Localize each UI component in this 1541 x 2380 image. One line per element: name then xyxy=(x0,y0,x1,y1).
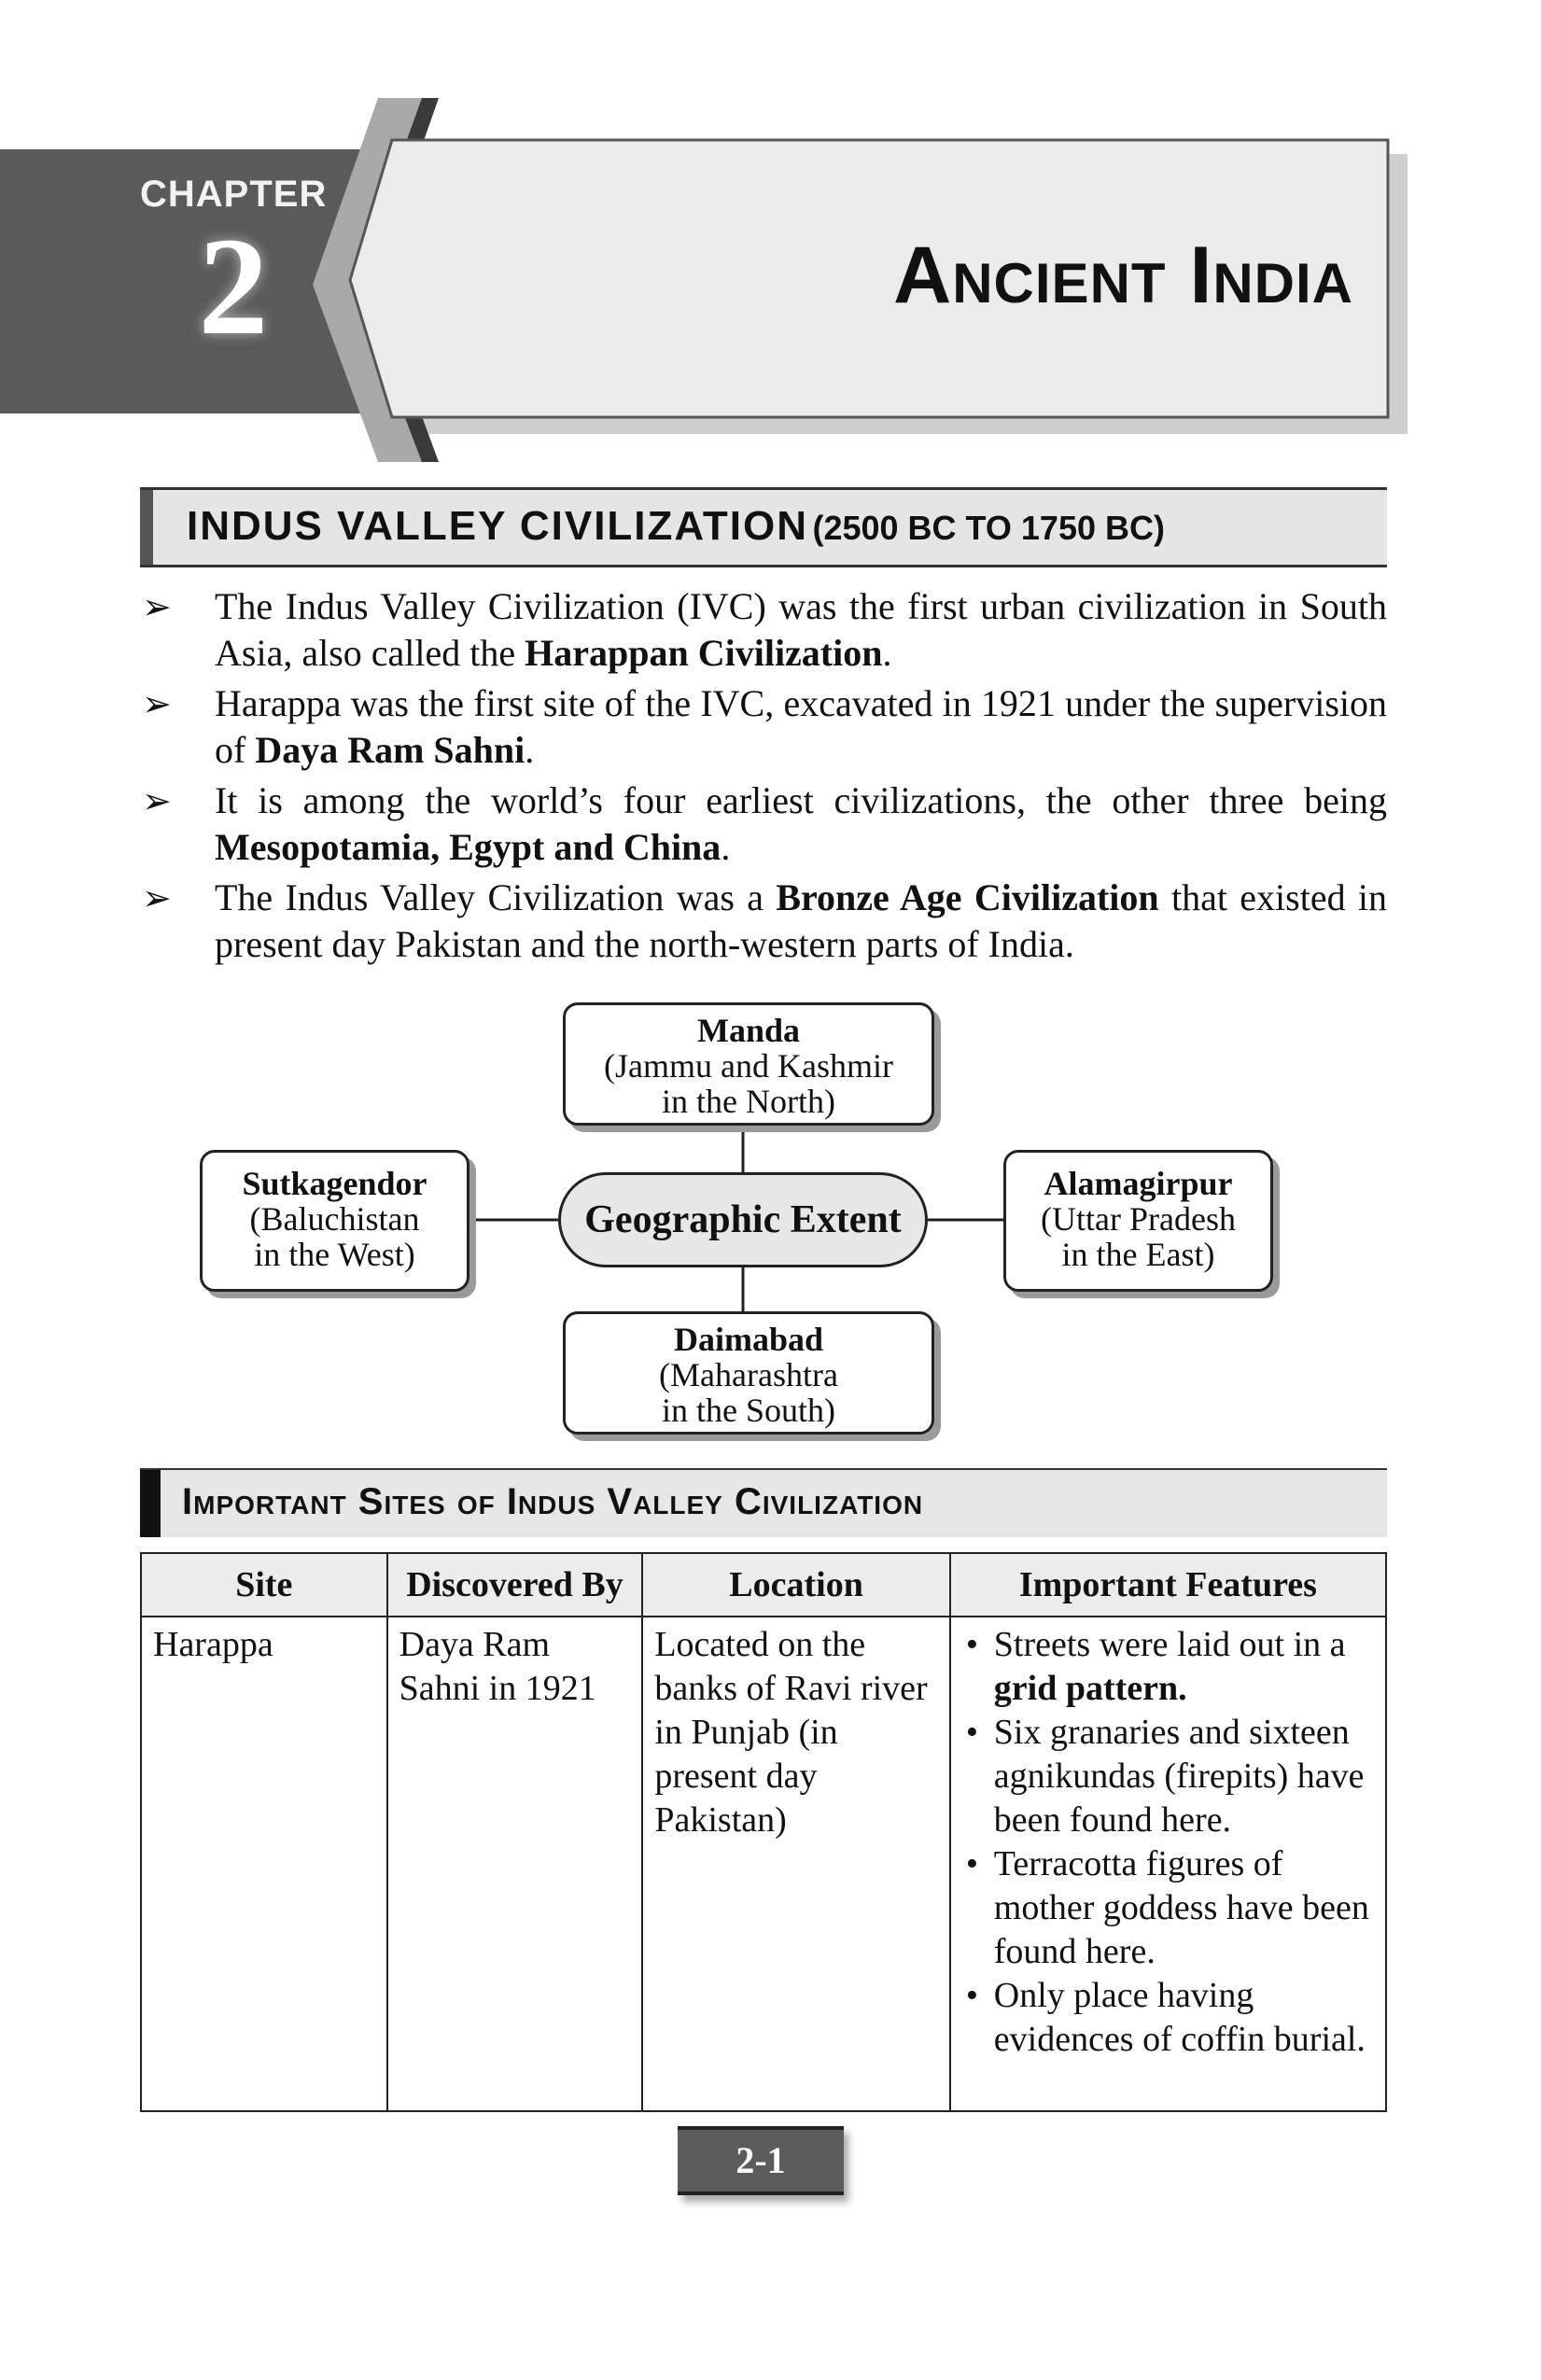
page-number: 2-1 xyxy=(678,2126,844,2195)
extent-south-name: Daimabad xyxy=(673,1321,824,1358)
bullet-item xyxy=(140,680,1387,774)
feature-item: • Terracotta figures of mother goddess have been found here. xyxy=(962,1842,1376,1974)
chapter-title: Ancient India xyxy=(893,231,1353,320)
bullet-text: The Indus Valley Civilization was a xyxy=(215,876,777,918)
geographic-extent-node: Geographic Extent xyxy=(558,1172,928,1267)
bullet-item xyxy=(140,583,1387,677)
table-header-row xyxy=(141,1553,1386,1617)
bullet-text: . xyxy=(525,729,535,771)
section-title: Important Sites of Indus Valley Civilization xyxy=(182,1481,924,1522)
column-header-features: Important Features xyxy=(950,1553,1386,1617)
extent-north-name: Manda xyxy=(696,1012,801,1049)
bullet-text: that existed in present day Pakistan and the north-western parts of India. xyxy=(215,876,1388,965)
extent-west-direction: in the West) xyxy=(254,1236,415,1273)
cell-site: Harappa xyxy=(141,1617,387,2111)
features-list xyxy=(962,1623,1376,2062)
banner-accent-bar xyxy=(140,1470,161,1537)
chapter-label: CHAPTER xyxy=(140,174,328,215)
section-date-range: (2500 BC TO 1750 BC) xyxy=(812,509,1165,547)
intro-bullet-list xyxy=(140,583,1387,972)
feature-item xyxy=(962,1623,1376,1711)
extent-west-box xyxy=(200,1150,469,1292)
extent-west-name: Sutkagendor xyxy=(242,1165,427,1202)
section-banner-sites xyxy=(140,1468,1387,1537)
extent-south-region: (Maharashtra xyxy=(659,1356,838,1393)
extent-east-region: (Uttar Pradesh xyxy=(1041,1200,1236,1238)
bullet-bold-text: Harappan Civilization xyxy=(525,632,883,674)
bullet-item xyxy=(140,875,1387,968)
bullet-text: . xyxy=(721,826,731,868)
column-header-discovered-by: Discovered By xyxy=(387,1553,643,1617)
section-heading xyxy=(187,503,1165,550)
cell-discovered-by: Daya Ram Sahni in 1921 xyxy=(387,1617,643,2111)
feature-item: • Six granaries and sixteen agnikundas (firepits) have been found here. xyxy=(962,1711,1376,1842)
extent-east-direction: in the East) xyxy=(1061,1236,1215,1273)
cell-features xyxy=(950,1617,1386,2111)
feature-text: Streets were laid out in a xyxy=(993,1625,1346,1664)
feature-bold-text: grid pattern. xyxy=(993,1669,1187,1708)
arrow-bullet-icon: ➢ xyxy=(142,877,172,918)
column-header-location: Location xyxy=(642,1553,949,1617)
extent-south-box xyxy=(563,1311,934,1435)
banner-accent-bar xyxy=(140,490,153,565)
bullet-text: The Indus Valley Civilization (IVC) was the first urban civilization in South Asia, also called the xyxy=(215,585,1387,674)
arrow-bullet-icon: ➢ xyxy=(142,586,172,627)
column-header-site: Site xyxy=(141,1553,387,1617)
important-sites-table xyxy=(140,1552,1387,2112)
table-row xyxy=(141,1617,1386,2111)
bullet-item xyxy=(140,777,1387,871)
extent-east-box xyxy=(1003,1150,1273,1292)
arrow-bullet-icon: ➢ xyxy=(142,683,172,724)
extent-north-box xyxy=(563,1002,934,1126)
geographic-extent-diagram xyxy=(0,989,1541,1456)
bullet-text: Harappa was the first site of the IVC, excavated in 1921 under the supervision of xyxy=(215,682,1387,771)
section-banner-ivc xyxy=(140,487,1387,567)
arrow-bullet-icon: ➢ xyxy=(142,780,172,821)
extent-east-name: Alamagirpur xyxy=(1044,1165,1233,1202)
extent-south-direction: in the South) xyxy=(662,1392,835,1429)
feature-item: • Only place having evidences of coffin burial. xyxy=(962,1974,1376,2062)
cell-location: Located on the banks of Ravi river in Punjab (in present day Pakistan) xyxy=(642,1617,949,2111)
bullet-text: It is among the world’s four earliest civilizations, the other three being xyxy=(215,779,1387,821)
extent-north-region: (Jammu and Kashmir xyxy=(604,1047,893,1085)
bullet-bold-text: Mesopotamia, Egypt and China xyxy=(215,826,721,868)
extent-west-region: (Baluchistan xyxy=(249,1200,420,1238)
extent-north-direction: in the North) xyxy=(662,1083,835,1120)
bullet-bold-text: Bronze Age Civilization xyxy=(776,876,1159,918)
section-title: INDUS VALLEY CIVILIZATION xyxy=(187,503,809,549)
chapter-number: 2 xyxy=(198,209,269,364)
bullet-text: . xyxy=(882,632,892,674)
bullet-bold-text: Daya Ram Sahni xyxy=(255,729,525,771)
